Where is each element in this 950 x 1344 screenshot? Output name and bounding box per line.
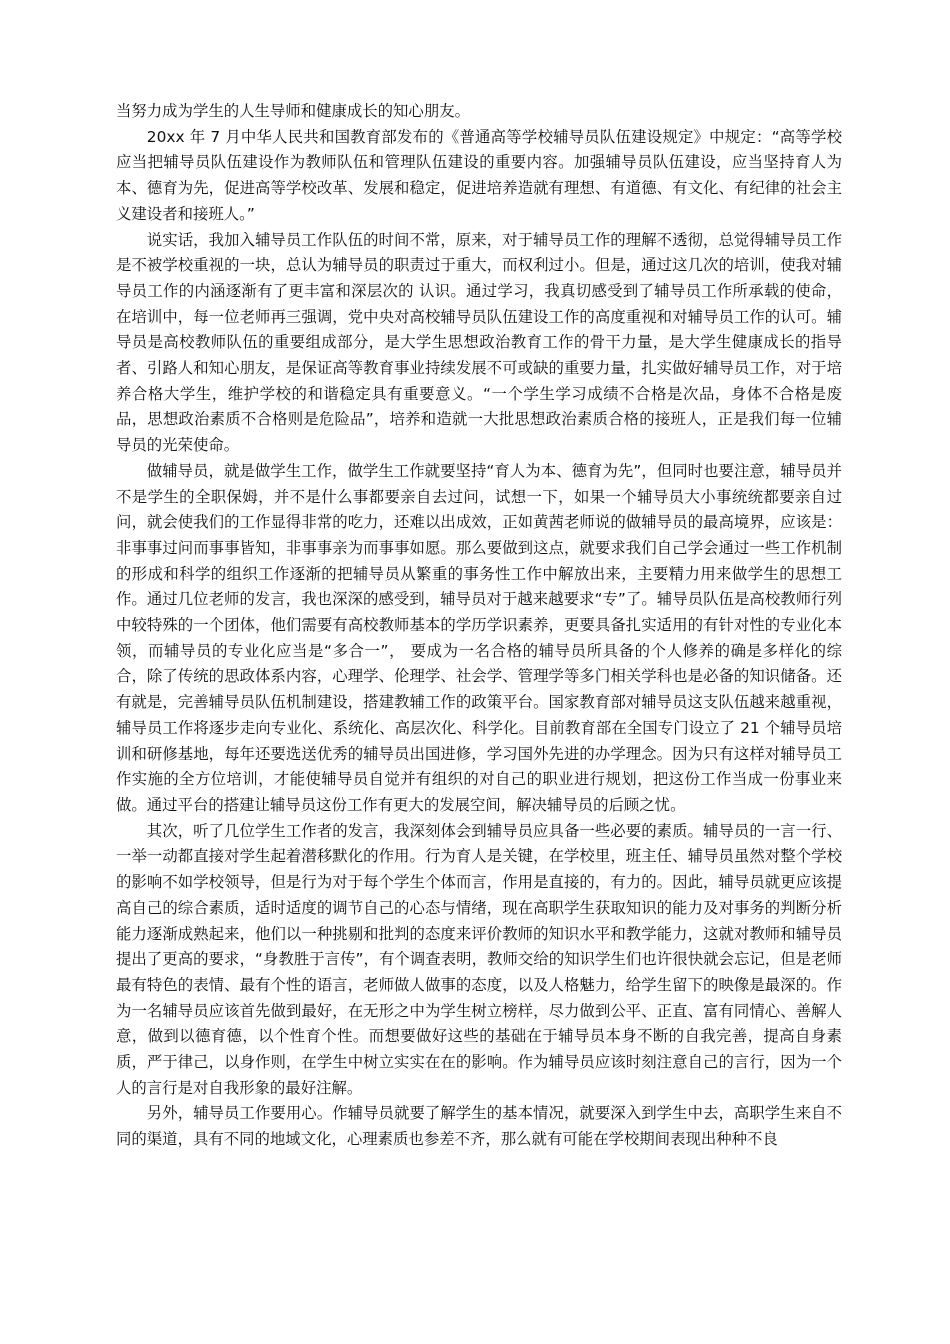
paragraph-6: 另外，辅导员工作要用心。作辅导员就要了解学生的基本情况，就要深入到学生中去，高职学生来自不同的渠道，具有不同的地域文化，心理素质也参差不齐，那么就有可能在学校期间表现出种种不良 <box>116 1104 842 1149</box>
document-page <box>116 99 842 1153</box>
paragraph-4: 做辅导员，就是做学生工作，做学生工作就要坚持“育人为本、德育为先”，但同时也要注意，辅导员并不是学生的全职保姆，并不是什么事都要亲自去过问，试想一下，如果一个辅导员大小事统统都要亲自过问，就会使我们的工作显得非常的吃力，还难以出成效，正如黄茜老师说的做辅导员的最高境界，应该是：非事事过问而事事皆知，非事事亲为而事事如愿。那么要做到这点，就要求我们自己学会通过一些工作机制的形成和科学的组织工作逐渐的把辅导员从繁重的事务性工作中解放出来，主要精力用来做学生的思想工作。通过几位老师的发言，我也深深的感受到，辅导员对于越来越要求“专”了。辅导员队伍是高校教师行列中较特殊的一个团体，他们需要有高校教师基本的学历学识素养，更要具备扎实适用的有针对性的专业化本领，而辅导员的专业化应当是“多合一”， 要成为一名合格的辅导员所具备的个人修养的确是多样化的综合，除了传统的思政体系内容，心理学、伦理学、社会学、管理学等多门相关学科也是必备的知识储备。还有就是，完善辅导员队伍机制建设，搭建教辅工作的政策平台。国家教育部对辅导员这支队伍越来越重视，辅导员工作将逐步走向专业化、系统化、高层次化、科学化。目前教育部在全国专门设立了 21 个辅导员培训和研修基地，每年还要选送优秀的辅导员出国进修，学习国外先进的办学理念。因为只有这样对辅导员工作实施的全方位培训，才能使辅导员自觉并有组织的对自己的职业进行规划，把这份工作当成一份事业来做。通过平台的搭建让辅导员这份工作有更大的发展空间，解决辅导员的后顾之忧。 <box>116 461 842 814</box>
paragraph-3: 说实话，我加入辅导员工作队伍的时间不常，原来，对于辅导员工作的理解不透彻，总觉得辅导员工作是不被学校重视的一块，总认为辅导员的职责过于重大，而权利过小。但是，通过这几次的培训，使我对辅导员工作的内涵逐渐有了更丰富和深层次的 认识。通过学习，我真切感受到了辅导员工作所承载的使命，在培训中，每一位老师再三强调，党中央对高校辅导员队伍建设工作的高度重视和对辅导员工作的认可。辅导员是高校教师队伍的重要组成部分，是大学生思想政治教育工作的骨干力量，是大学生健康成长的指导者、引路人和知心朋友，是保证高等教育事业持续发展不可或缺的重要力量，扎实做好辅导员工作，对于培养合格大学生，维护学校的和谐稳定具有重要意义。“一个学生学习成绩不合格是次品，身体不合格是废品，思想政治素质不合格则是危险品”，培养和造就一大批思想政治素质合格的接班人，正是我们每一位辅导员的光荣使命。 <box>116 230 842 455</box>
paragraph-5: 其次，听了几位学生工作者的发言，我深刻体会到辅导员应具备一些必要的素质。辅导员的一言一行、一举一动都直接对学生起着潜移默化的作用。行为育人是关键，在学校里，班主任、辅导员虽然对整个学校的影响不如学校领导，但是行为对于每个学生个体而言，作用是直接的，有力的。因此，辅导员就更应该提高自己的综合素质，适时适度的调节自己的心态与情绪，现在高职学生获取知识的能力及对事务的判断分析能力逐渐成熟起来，他们以一种挑剔和批判的态度来评价教师的知识水平和教学能力，这就对教师和辅导员提出了更高的要求，“身教胜于言传”，有个调查表明，教师交给的知识学生们也许很快就会忘记，但是老师最有特色的表情、最有个性的语言，老师做人做事的态度，以及人格魅力，给学生留下的映像是最深的。作为一名辅导员应该首先做到最好，在无形之中为学生树立榜样，尽力做到公平、正直、富有同情心、善解人意，做到以德育德，以个性育个性。而想要做好这些的基础在于辅导员本身不断的自我完善，提高自身素质，严于律己，以身作则，在学生中树立实实在在的影响。作为辅导员应该时刻注意自己的言行，因为一个人的言行是对自我形象的最好注解。 <box>116 821 842 1097</box>
paragraph-2: 20xx 年 7 月中华人民共和国教育部发布的《普通高等学校辅导员队伍建设规定》中规定：“高等学校应当把辅导员队伍建设作为教师队伍和管理队伍建设的重要内容。加强辅导员队伍建设，应当坚持育人为本、德育为先，促进高等学校改革、发展和稳定，促进培养造就有理想、有道德、有文化、有纪律的社会主义建设者和接班人。” <box>116 127 842 223</box>
paragraph-1: 当努力成为学生的人生导师和健康成长的知心朋友。 <box>116 102 470 120</box>
